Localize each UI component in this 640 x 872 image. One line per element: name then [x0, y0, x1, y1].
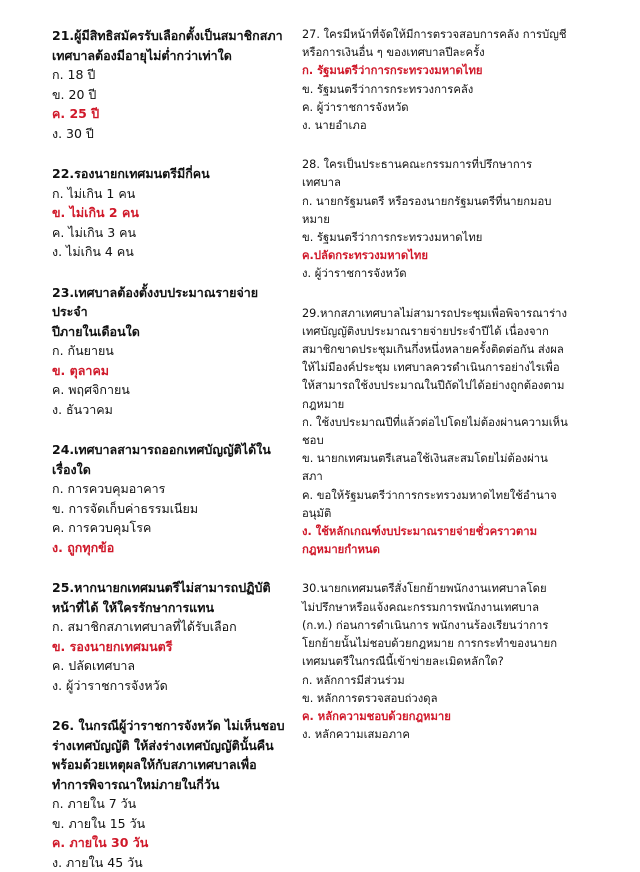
- question-text-line: 29.หากสภาเทศบาลไม่สามารถประชุมเพื่อพิจารณาร่าง: [302, 305, 602, 323]
- answer-option: ก. ใช้งบประมาณปีที่แล้วต่อไปโดยไม่ต้องผ่านความเห็น: [302, 414, 602, 432]
- question-block: [52, 440, 290, 557]
- question-text-line: ปีภายในเดือนใด: [52, 322, 290, 342]
- answer-option: ก. นายกรัฐมนตรี หรือรองนายกรัฐมนตรีที่นายกมอบ: [302, 193, 602, 211]
- answer-option-correct: ค. หลักความชอบด้วยกฎหมาย: [302, 708, 602, 726]
- question-text-line: ไม่ปรึกษาหรือแจ้งคณะกรรมการพนักงานเทศบาล: [302, 599, 602, 617]
- question-text-line: 22.รองนายกเทศมนตรีมีกี่คน: [52, 164, 290, 184]
- right-column: [302, 26, 602, 744]
- question-text-line: พร้อมด้วยเหตุผลให้กับสภาเทศบาลเพื่อ: [52, 755, 290, 775]
- question-text-line: เรื่องใด: [52, 460, 290, 480]
- answer-option-correct: ข. รองนายกเทศมนตรี: [52, 637, 290, 657]
- question-text-line: ร่างเทศบัญญัติ ให้ส่งร่างเทศบัญญัตินั้นคืน: [52, 736, 290, 756]
- question-block: [52, 716, 290, 872]
- answer-option: ก. กันยายน: [52, 341, 290, 361]
- question-block: [302, 156, 602, 283]
- answer-option: ข. ภายใน 15 วัน: [52, 814, 290, 834]
- question-text-line: 27. ใครมีหน้าที่จัดให้มีการตรวจสอบการคลัง การบัญชี: [302, 26, 602, 44]
- question-text-line: หน้าที่ได้ ให้ใครรักษาการแทน: [52, 598, 290, 618]
- answer-option: ค. ผู้ว่าราชการจังหวัด: [302, 99, 602, 117]
- question-block: [52, 578, 290, 695]
- answer-option: ง. นายอำเภอ: [302, 117, 602, 135]
- answer-option-correct: กฎหมายกำหนด: [302, 541, 602, 559]
- answer-option: ง. หลักความเสมอภาค: [302, 726, 602, 744]
- answer-option: ก. หลักการมีส่วนร่วม: [302, 672, 602, 690]
- question-text-line: กฎหมาย: [302, 396, 602, 414]
- question-block: [302, 580, 602, 744]
- question-text-line: เทศมนตรีในกรณีนี้เข้าข่ายละเมิดหลักใด?: [302, 653, 602, 671]
- answer-option: ง. ภายใน 45 วัน: [52, 853, 290, 872]
- question-text-line: 28. ใครเป็นประธานคณะกรรมการที่ปรึกษาการ: [302, 156, 602, 174]
- answer-option: ง. ธันวาคม: [52, 400, 290, 420]
- answer-option: ก. 18 ปี: [52, 65, 290, 85]
- answer-option: ค. การควบคุมโรค: [52, 518, 290, 538]
- answer-option-correct: ง. ใช้หลักเกณฑ์งบประมาณรายจ่ายชั่วคราวตาม: [302, 523, 602, 541]
- question-text-line: เทศบัญญัติงบประมาณรายจ่ายประจำปีได้ เนื่องจาก: [302, 323, 602, 341]
- question-text-line: โยกย้ายนั้นไม่ชอบด้วยกฎหมาย การกระทำของนายก: [302, 635, 602, 653]
- answer-option: ก. ไม่เกิน 1 คน: [52, 184, 290, 204]
- question-block: [302, 26, 602, 135]
- answer-option: หมาย: [302, 211, 602, 229]
- question-text-line: หรือการเงินอื่น ๆ ของเทศบาลปีละครั้ง: [302, 44, 602, 62]
- answer-option: ก. ภายใน 7 วัน: [52, 794, 290, 814]
- question-text-line: 21.ผู้มีสิทธิสมัครรับเลือกตั้งเป็นสมาชิกสภา: [52, 26, 290, 46]
- answer-option-correct: ข. ไม่เกิน 2 คน: [52, 203, 290, 223]
- question-text-line: 24.เทศบาลสามารถออกเทศบัญญัติได้ใน: [52, 440, 290, 460]
- question-block: [302, 305, 602, 560]
- question-text-line: ให้ไม่มีองค์ประชุม เทศบาลควรดำเนินการอย่างไรเพื่อ: [302, 359, 602, 377]
- question-text-line: สมาชิกขาดประชุมเกินกึ่งหนึ่งหลายครั้งติดต่อกัน ส่งผล: [302, 341, 602, 359]
- answer-option: อนุมัติ: [302, 505, 602, 523]
- question-text-line: 26. ในกรณีผู้ว่าราชการจังหวัด ไม่เห็นชอบ: [52, 716, 290, 736]
- question-text-line: 25.หากนายกเทศมนตรีไม่สามารถปฏิบัติ: [52, 578, 290, 598]
- question-text-line: เทศบาลต้องมีอายุไม่ต่ำกว่าเท่าใด: [52, 46, 290, 66]
- answer-option: ง. ไม่เกิน 4 คน: [52, 242, 290, 262]
- answer-option: ข. นายกเทศมนตรีเสนอใช้เงินสะสมโดยไม่ต้องผ่าน: [302, 450, 602, 468]
- answer-option: ง. ผู้ว่าราชการจังหวัด: [302, 265, 602, 283]
- question-text-line: (ก.ท.) ก่อนการดำเนินการ พนักงานร้องเรียนว่าการ: [302, 617, 602, 635]
- answer-option: ข. หลักการตรวจสอบถ่วงดุล: [302, 690, 602, 708]
- question-block: [52, 26, 290, 143]
- answer-option: ก. การควบคุมอาคาร: [52, 479, 290, 499]
- answer-option-correct: ข. ตุลาคม: [52, 361, 290, 381]
- question-text-line: 23.เทศบาลต้องตั้งงบประมาณรายจ่ายประจำ: [52, 283, 290, 322]
- answer-option: ค. ไม่เกิน 3 คน: [52, 223, 290, 243]
- answer-option-correct: ง. ถูกทุกข้อ: [52, 538, 290, 558]
- answer-option-correct: ค. 25 ปี: [52, 104, 290, 124]
- answer-option: ข. 20 ปี: [52, 85, 290, 105]
- answer-option: ข. รัฐมนตรีว่าการกระทรวงการคลัง: [302, 81, 602, 99]
- question-text-line: 30.นายกเทศมนตรีสั่งโยกย้ายพนักงานเทศบาลโดย: [302, 580, 602, 598]
- answer-option: ง. ผู้ว่าราชการจังหวัด: [52, 676, 290, 696]
- answer-option: ค. พฤศจิกายน: [52, 380, 290, 400]
- answer-option: ค. ขอให้รัฐมนตรีว่าการกระทรวงมหาดไทยใช้อำนาจ: [302, 487, 602, 505]
- answer-option: ข. การจัดเก็บค่าธรรมเนียม: [52, 499, 290, 519]
- question-block: [52, 283, 290, 420]
- question-block: [52, 164, 290, 262]
- answer-option: ก. สมาชิกสภาเทศบาลที่ได้รับเลือก: [52, 617, 290, 637]
- answer-option-correct: ค.ปลัดกระทรวงมหาดไทย: [302, 247, 602, 265]
- question-text-line: ทำการพิจารณาใหม่ภายในกี่วัน: [52, 775, 290, 795]
- answer-option: ค. ปลัดเทศบาล: [52, 656, 290, 676]
- left-column: [52, 26, 290, 872]
- answer-option: ง. 30 ปี: [52, 124, 290, 144]
- answer-option: ข. รัฐมนตรีว่าการกระทรวงมหาดไทย: [302, 229, 602, 247]
- answer-option-correct: ก. รัฐมนตรีว่าการกระทรวงมหาดไทย: [302, 62, 602, 80]
- question-text-line: เทศบาล: [302, 174, 602, 192]
- answer-option-correct: ค. ภายใน 30 วัน: [52, 833, 290, 853]
- answer-option: ชอบ: [302, 432, 602, 450]
- question-text-line: ให้สามารถใช้งบประมาณในปีถัดไปได้อย่างถูกต้องตาม: [302, 377, 602, 395]
- answer-option: สภา: [302, 468, 602, 486]
